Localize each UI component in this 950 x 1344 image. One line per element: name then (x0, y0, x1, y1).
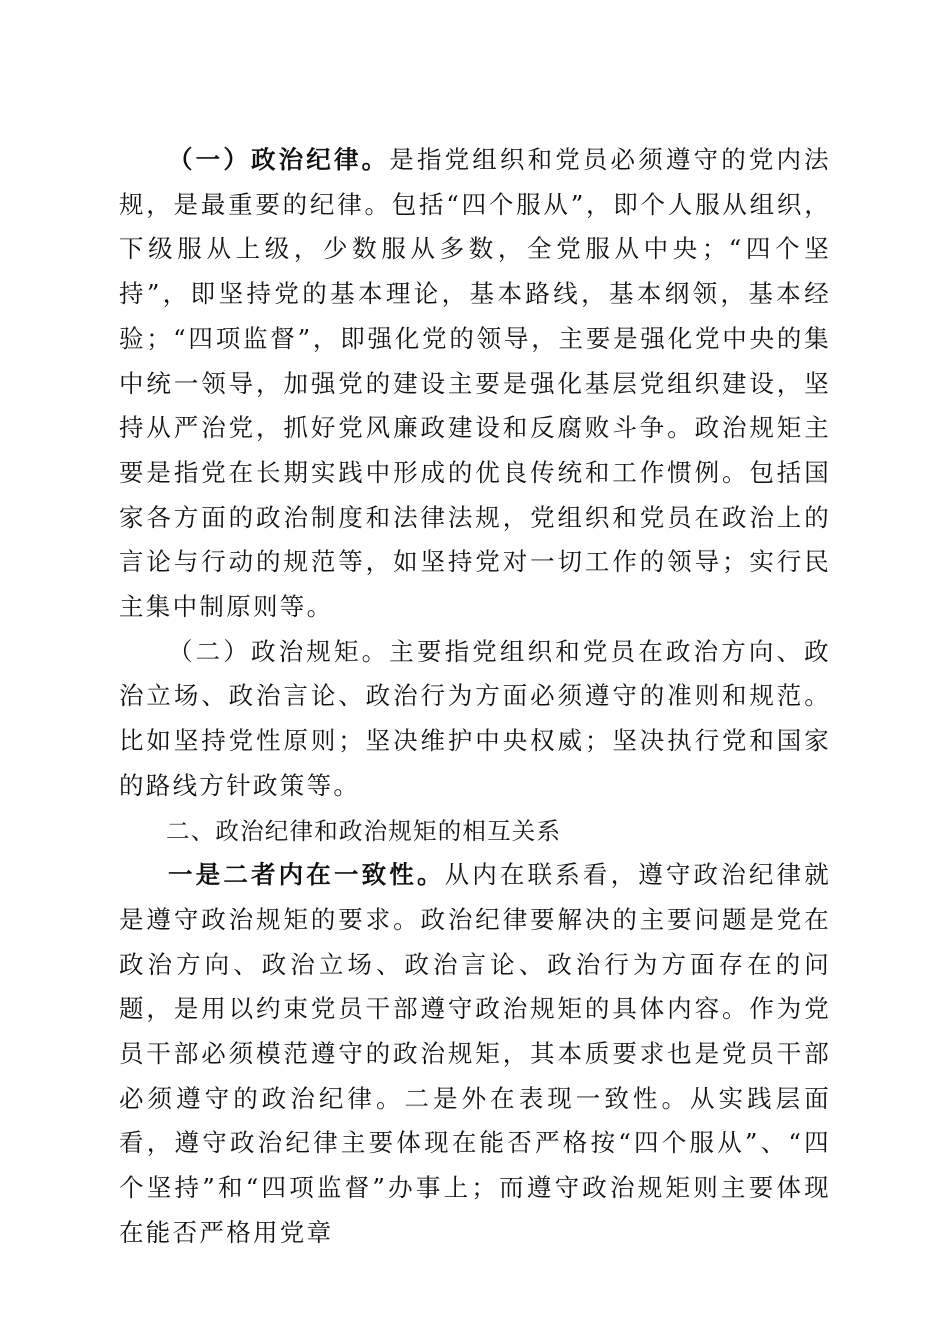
paragraph-lead-political-discipline: （一）政治纪律。 (168, 145, 390, 174)
document-body (119, 138, 831, 1256)
paragraph-text-political-discipline: 是指党组织和党员必须遵守的党内法规，是最重要的纪律。包括“四个服从”，即个人服从组织，下级服从上级，少数服从多数，全党服从中央；“四个坚持”，即坚持党的基本理论，基本路线，基本纲领，基本经验；“四项监督”，即强化党的领导，主要是强化党中央的集中统一领导，加强党的建设主要是强化基层党组织建设，坚持从严治党，抓好党风廉政建设和反腐败斗争。政治规矩主要是指党在长期实践中形成的优良传统和工作惯例。包括国家各方面的政治制度和法律法规，党组织和党员在政治上的言论与行动的规范等，如坚持党对一切工作的领导；实行民主集中制原则等。 (119, 145, 831, 622)
paragraph-relationship (119, 853, 831, 1255)
paragraph-lead-relationship: 一是二者内在一致性。 (168, 860, 445, 890)
paragraph-political-rules (119, 630, 831, 809)
paragraph-text-relationship: 从内在联系看，遵守政治纪律就是遵守政治规矩的要求。政治纪律要解决的主要问题是党在政治方向、政治立场、政治言论、政治行为方面存在的问题，是用以约束党员干部遵守政治规矩的具体内容。作为党员干部必须模范遵守的政治规矩，其本质要求也是党员干部必须遵守的政治纪律。二是外在表现一致性。从实践层面看，遵守政治纪律主要体现在能否严格按“四个服从”、“四个坚持”和“四项监督”办事上；而遵守政治规矩则主要体现在能否严格用党章 (119, 860, 831, 1247)
section-heading: 二、政治纪律和政治规矩的相互关系 (166, 816, 562, 845)
paragraph-political-discipline (119, 138, 831, 630)
paragraph-lead-political-rules: （二）政治规矩。 (168, 636, 390, 666)
paragraph-text-political-rules: 主要指党组织和党员在政治方向、政治立场、政治言论、政治行为方面必须遵守的准则和规范。比如坚持党性原则；坚决维护中央权威；坚决执行党和国家的路线方针政策等。 (119, 636, 831, 800)
